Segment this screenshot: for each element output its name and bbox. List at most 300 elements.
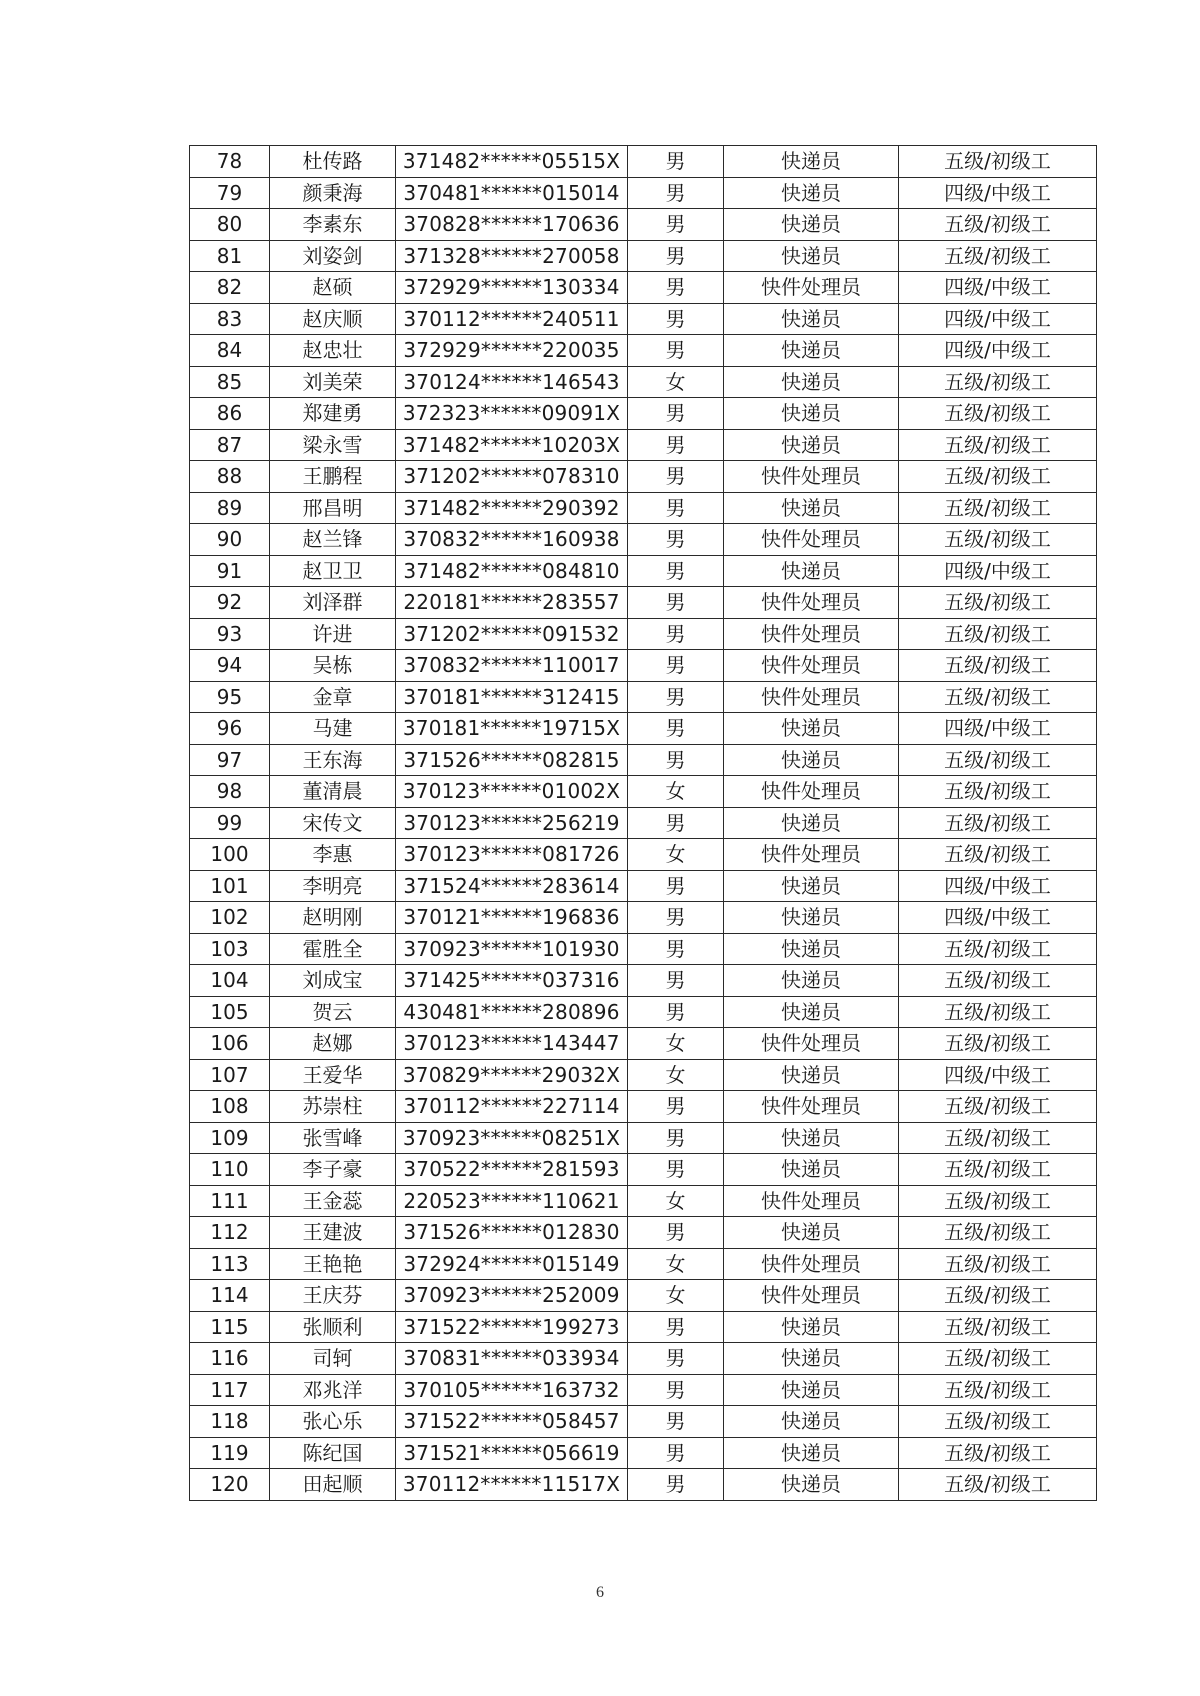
row-number-cell: 111	[190, 1185, 270, 1217]
table-row	[190, 335, 1097, 367]
row-number-cell: 83	[190, 303, 270, 335]
roster-sheet	[189, 145, 1096, 1501]
occupation-cell: 快递员	[724, 1437, 899, 1469]
skill-level-cell: 五级/初级工	[899, 461, 1097, 493]
occupation-cell: 快递员	[724, 1406, 899, 1438]
table-row	[190, 1248, 1097, 1280]
skill-level-cell: 四级/中级工	[899, 1059, 1097, 1091]
skill-level-cell: 五级/初级工	[899, 618, 1097, 650]
occupation-cell: 快件处理员	[724, 1185, 899, 1217]
id-number-cell: 372924******015149	[396, 1248, 628, 1280]
gender-cell: 男	[628, 1469, 724, 1501]
table-row	[190, 1091, 1097, 1123]
gender-cell: 男	[628, 1154, 724, 1186]
skill-level-cell: 五级/初级工	[899, 965, 1097, 997]
row-number-cell: 84	[190, 335, 270, 367]
gender-cell: 男	[628, 524, 724, 556]
occupation-cell: 快递员	[724, 902, 899, 934]
skill-level-cell: 五级/初级工	[899, 492, 1097, 524]
gender-cell: 女	[628, 1028, 724, 1060]
id-number-cell: 370181******312415	[396, 681, 628, 713]
name-cell: 杜传路	[270, 146, 396, 178]
id-number-cell: 430481******280896	[396, 996, 628, 1028]
gender-cell: 男	[628, 681, 724, 713]
occupation-cell: 快件处理员	[724, 776, 899, 808]
occupation-cell: 快递员	[724, 965, 899, 997]
occupation-cell: 快递员	[724, 933, 899, 965]
table-row	[190, 618, 1097, 650]
occupation-cell: 快递员	[724, 492, 899, 524]
row-number-cell: 106	[190, 1028, 270, 1060]
row-number-cell: 112	[190, 1217, 270, 1249]
table-row	[190, 1437, 1097, 1469]
gender-cell: 男	[628, 965, 724, 997]
name-cell: 司轲	[270, 1343, 396, 1375]
skill-level-cell: 五级/初级工	[899, 146, 1097, 178]
name-cell: 刘姿剑	[270, 240, 396, 272]
name-cell: 赵娜	[270, 1028, 396, 1060]
occupation-cell: 快递员	[724, 870, 899, 902]
skill-level-cell: 五级/初级工	[899, 650, 1097, 682]
occupation-cell: 快递员	[724, 177, 899, 209]
occupation-cell: 快件处理员	[724, 524, 899, 556]
gender-cell: 女	[628, 839, 724, 871]
id-number-cell: 370121******196836	[396, 902, 628, 934]
gender-cell: 男	[628, 209, 724, 241]
table-row	[190, 524, 1097, 556]
occupation-cell: 快递员	[724, 996, 899, 1028]
gender-cell: 男	[628, 492, 724, 524]
name-cell: 霍胜全	[270, 933, 396, 965]
gender-cell: 男	[628, 650, 724, 682]
skill-level-cell: 五级/初级工	[899, 1122, 1097, 1154]
table-row	[190, 1059, 1097, 1091]
row-number-cell: 82	[190, 272, 270, 304]
name-cell: 李惠	[270, 839, 396, 871]
skill-level-cell: 五级/初级工	[899, 429, 1097, 461]
row-number-cell: 101	[190, 870, 270, 902]
skill-level-cell: 五级/初级工	[899, 1437, 1097, 1469]
gender-cell: 男	[628, 429, 724, 461]
table-row	[190, 902, 1097, 934]
name-cell: 张顺利	[270, 1311, 396, 1343]
name-cell: 李素东	[270, 209, 396, 241]
row-number-cell: 78	[190, 146, 270, 178]
id-number-cell: 371524******283614	[396, 870, 628, 902]
id-number-cell: 371202******091532	[396, 618, 628, 650]
skill-level-cell: 五级/初级工	[899, 776, 1097, 808]
table-row	[190, 209, 1097, 241]
row-number-cell: 90	[190, 524, 270, 556]
occupation-cell: 快递员	[724, 366, 899, 398]
name-cell: 赵忠壮	[270, 335, 396, 367]
name-cell: 王建波	[270, 1217, 396, 1249]
gender-cell: 男	[628, 272, 724, 304]
skill-level-cell: 五级/初级工	[899, 1248, 1097, 1280]
skill-level-cell: 五级/初级工	[899, 807, 1097, 839]
gender-cell: 男	[628, 303, 724, 335]
skill-level-cell: 四级/中级工	[899, 177, 1097, 209]
table-row	[190, 492, 1097, 524]
gender-cell: 男	[628, 461, 724, 493]
table-row	[190, 1406, 1097, 1438]
table-row	[190, 1154, 1097, 1186]
id-number-cell: 220523******110621	[396, 1185, 628, 1217]
gender-cell: 女	[628, 1248, 724, 1280]
id-number-cell: 370832******110017	[396, 650, 628, 682]
row-number-cell: 85	[190, 366, 270, 398]
table-row	[190, 1469, 1097, 1501]
occupation-cell: 快递员	[724, 807, 899, 839]
gender-cell: 男	[628, 807, 724, 839]
name-cell: 张心乐	[270, 1406, 396, 1438]
name-cell: 王庆芬	[270, 1280, 396, 1312]
row-number-cell: 80	[190, 209, 270, 241]
name-cell: 郑建勇	[270, 398, 396, 430]
row-number-cell: 100	[190, 839, 270, 871]
occupation-cell: 快递员	[724, 713, 899, 745]
id-number-cell: 371521******056619	[396, 1437, 628, 1469]
occupation-cell: 快递员	[724, 1343, 899, 1375]
occupation-cell: 快递员	[724, 1374, 899, 1406]
id-number-cell: 371482******05515X	[396, 146, 628, 178]
name-cell: 王东海	[270, 744, 396, 776]
occupation-cell: 快件处理员	[724, 618, 899, 650]
occupation-cell: 快件处理员	[724, 587, 899, 619]
skill-level-cell: 五级/初级工	[899, 1091, 1097, 1123]
gender-cell: 男	[628, 1217, 724, 1249]
occupation-cell: 快递员	[724, 146, 899, 178]
name-cell: 贺云	[270, 996, 396, 1028]
occupation-cell: 快递员	[724, 240, 899, 272]
skill-level-cell: 四级/中级工	[899, 272, 1097, 304]
row-number-cell: 99	[190, 807, 270, 839]
row-number-cell: 95	[190, 681, 270, 713]
row-number-cell: 86	[190, 398, 270, 430]
name-cell: 梁永雪	[270, 429, 396, 461]
skill-level-cell: 五级/初级工	[899, 587, 1097, 619]
name-cell: 王鹏程	[270, 461, 396, 493]
skill-level-cell: 五级/初级工	[899, 681, 1097, 713]
occupation-cell: 快件处理员	[724, 1280, 899, 1312]
row-number-cell: 98	[190, 776, 270, 808]
skill-level-cell: 五级/初级工	[899, 398, 1097, 430]
id-number-cell: 220181******283557	[396, 587, 628, 619]
gender-cell: 男	[628, 1122, 724, 1154]
id-number-cell: 371522******199273	[396, 1311, 628, 1343]
table-row	[190, 744, 1097, 776]
row-number-cell: 103	[190, 933, 270, 965]
occupation-cell: 快件处理员	[724, 1028, 899, 1060]
id-number-cell: 370105******163732	[396, 1374, 628, 1406]
id-number-cell: 370112******11517X	[396, 1469, 628, 1501]
name-cell: 王艳艳	[270, 1248, 396, 1280]
page-number: 6	[596, 1584, 604, 1601]
gender-cell: 男	[628, 744, 724, 776]
skill-level-cell: 四级/中级工	[899, 713, 1097, 745]
table-row	[190, 1122, 1097, 1154]
skill-level-cell: 五级/初级工	[899, 1028, 1097, 1060]
id-number-cell: 371425******037316	[396, 965, 628, 997]
id-number-cell: 372929******220035	[396, 335, 628, 367]
table-row	[190, 146, 1097, 178]
id-number-cell: 370123******143447	[396, 1028, 628, 1060]
skill-level-cell: 五级/初级工	[899, 1374, 1097, 1406]
occupation-cell: 快递员	[724, 555, 899, 587]
table-row	[190, 776, 1097, 808]
row-number-cell: 107	[190, 1059, 270, 1091]
gender-cell: 女	[628, 1280, 724, 1312]
gender-cell: 男	[628, 146, 724, 178]
id-number-cell: 371482******290392	[396, 492, 628, 524]
occupation-cell: 快递员	[724, 1059, 899, 1091]
skill-level-cell: 四级/中级工	[899, 303, 1097, 335]
name-cell: 金章	[270, 681, 396, 713]
name-cell: 李明亮	[270, 870, 396, 902]
occupation-cell: 快件处理员	[724, 461, 899, 493]
table-row	[190, 429, 1097, 461]
row-number-cell: 116	[190, 1343, 270, 1375]
gender-cell: 男	[628, 555, 724, 587]
name-cell: 赵明刚	[270, 902, 396, 934]
id-number-cell: 370112******240511	[396, 303, 628, 335]
name-cell: 刘泽群	[270, 587, 396, 619]
skill-level-cell: 五级/初级工	[899, 839, 1097, 871]
occupation-cell: 快递员	[724, 209, 899, 241]
table-row	[190, 366, 1097, 398]
gender-cell: 男	[628, 1091, 724, 1123]
gender-cell: 女	[628, 1059, 724, 1091]
skill-level-cell: 五级/初级工	[899, 1343, 1097, 1375]
skill-level-cell: 四级/中级工	[899, 902, 1097, 934]
table-row	[190, 555, 1097, 587]
id-number-cell: 371202******078310	[396, 461, 628, 493]
skill-level-cell: 五级/初级工	[899, 524, 1097, 556]
name-cell: 赵卫卫	[270, 555, 396, 587]
gender-cell: 男	[628, 398, 724, 430]
row-number-cell: 117	[190, 1374, 270, 1406]
id-number-cell: 370124******146543	[396, 366, 628, 398]
table-row	[190, 807, 1097, 839]
occupation-cell: 快递员	[724, 1154, 899, 1186]
table-row	[190, 965, 1097, 997]
occupation-cell: 快件处理员	[724, 272, 899, 304]
table-row	[190, 933, 1097, 965]
name-cell: 许进	[270, 618, 396, 650]
table-row	[190, 870, 1097, 902]
row-number-cell: 92	[190, 587, 270, 619]
skill-level-cell: 四级/中级工	[899, 555, 1097, 587]
id-number-cell: 370923******08251X	[396, 1122, 628, 1154]
id-number-cell: 371482******084810	[396, 555, 628, 587]
id-number-cell: 372323******09091X	[396, 398, 628, 430]
skill-level-cell: 五级/初级工	[899, 366, 1097, 398]
row-number-cell: 113	[190, 1248, 270, 1280]
occupation-cell: 快递员	[724, 1217, 899, 1249]
skill-level-cell: 五级/初级工	[899, 996, 1097, 1028]
gender-cell: 男	[628, 1374, 724, 1406]
name-cell: 赵兰锋	[270, 524, 396, 556]
skill-level-cell: 五级/初级工	[899, 933, 1097, 965]
name-cell: 吴栋	[270, 650, 396, 682]
table-row	[190, 996, 1097, 1028]
row-number-cell: 105	[190, 996, 270, 1028]
name-cell: 刘美荣	[270, 366, 396, 398]
row-number-cell: 109	[190, 1122, 270, 1154]
gender-cell: 女	[628, 366, 724, 398]
id-number-cell: 371328******270058	[396, 240, 628, 272]
table-row	[190, 240, 1097, 272]
skill-level-cell: 四级/中级工	[899, 870, 1097, 902]
row-number-cell: 91	[190, 555, 270, 587]
id-number-cell: 370123******081726	[396, 839, 628, 871]
row-number-cell: 94	[190, 650, 270, 682]
id-number-cell: 370923******101930	[396, 933, 628, 965]
table-row	[190, 1311, 1097, 1343]
id-number-cell: 371526******082815	[396, 744, 628, 776]
roster-table-body	[190, 146, 1097, 1501]
skill-level-cell: 五级/初级工	[899, 1406, 1097, 1438]
id-number-cell: 371526******012830	[396, 1217, 628, 1249]
skill-level-cell: 五级/初级工	[899, 1154, 1097, 1186]
id-number-cell: 370923******252009	[396, 1280, 628, 1312]
table-row	[190, 1028, 1097, 1060]
skill-level-cell: 五级/初级工	[899, 209, 1097, 241]
row-number-cell: 97	[190, 744, 270, 776]
name-cell: 颜秉海	[270, 177, 396, 209]
name-cell: 田起顺	[270, 1469, 396, 1501]
gender-cell: 男	[628, 933, 724, 965]
skill-level-cell: 五级/初级工	[899, 1280, 1097, 1312]
row-number-cell: 87	[190, 429, 270, 461]
occupation-cell: 快件处理员	[724, 1091, 899, 1123]
occupation-cell: 快件处理员	[724, 1248, 899, 1280]
table-row	[190, 681, 1097, 713]
gender-cell: 男	[628, 902, 724, 934]
id-number-cell: 370829******29032X	[396, 1059, 628, 1091]
gender-cell: 男	[628, 1311, 724, 1343]
occupation-cell: 快递员	[724, 744, 899, 776]
gender-cell: 男	[628, 618, 724, 650]
row-number-cell: 118	[190, 1406, 270, 1438]
row-number-cell: 89	[190, 492, 270, 524]
table-row	[190, 461, 1097, 493]
table-row	[190, 650, 1097, 682]
occupation-cell: 快递员	[724, 1311, 899, 1343]
row-number-cell: 104	[190, 965, 270, 997]
name-cell: 陈纪国	[270, 1437, 396, 1469]
name-cell: 董清晨	[270, 776, 396, 808]
skill-level-cell: 五级/初级工	[899, 240, 1097, 272]
table-row	[190, 1217, 1097, 1249]
skill-level-cell: 五级/初级工	[899, 744, 1097, 776]
table-row	[190, 587, 1097, 619]
name-cell: 刘成宝	[270, 965, 396, 997]
gender-cell: 男	[628, 240, 724, 272]
id-number-cell: 370831******033934	[396, 1343, 628, 1375]
id-number-cell: 371482******10203X	[396, 429, 628, 461]
gender-cell: 女	[628, 776, 724, 808]
id-number-cell: 370481******015014	[396, 177, 628, 209]
name-cell: 赵硕	[270, 272, 396, 304]
name-cell: 张雪峰	[270, 1122, 396, 1154]
id-number-cell: 370181******19715X	[396, 713, 628, 745]
name-cell: 宋传文	[270, 807, 396, 839]
gender-cell: 女	[628, 1185, 724, 1217]
table-row	[190, 1374, 1097, 1406]
name-cell: 王金蕊	[270, 1185, 396, 1217]
id-number-cell: 370522******281593	[396, 1154, 628, 1186]
id-number-cell: 371522******058457	[396, 1406, 628, 1438]
row-number-cell: 114	[190, 1280, 270, 1312]
row-number-cell: 93	[190, 618, 270, 650]
row-number-cell: 115	[190, 1311, 270, 1343]
gender-cell: 男	[628, 1406, 724, 1438]
skill-level-cell: 五级/初级工	[899, 1469, 1097, 1501]
skill-level-cell: 五级/初级工	[899, 1217, 1097, 1249]
row-number-cell: 110	[190, 1154, 270, 1186]
name-cell: 马建	[270, 713, 396, 745]
gender-cell: 男	[628, 1343, 724, 1375]
id-number-cell: 370123******256219	[396, 807, 628, 839]
table-row	[190, 1280, 1097, 1312]
row-number-cell: 88	[190, 461, 270, 493]
gender-cell: 男	[628, 870, 724, 902]
row-number-cell: 108	[190, 1091, 270, 1123]
gender-cell: 男	[628, 1437, 724, 1469]
roster-table	[189, 145, 1097, 1501]
occupation-cell: 快递员	[724, 1122, 899, 1154]
id-number-cell: 370828******170636	[396, 209, 628, 241]
name-cell: 王爱华	[270, 1059, 396, 1091]
table-row	[190, 177, 1097, 209]
row-number-cell: 120	[190, 1469, 270, 1501]
table-row	[190, 839, 1097, 871]
row-number-cell: 102	[190, 902, 270, 934]
id-number-cell: 370112******227114	[396, 1091, 628, 1123]
name-cell: 邓兆洋	[270, 1374, 396, 1406]
occupation-cell: 快件处理员	[724, 839, 899, 871]
occupation-cell: 快件处理员	[724, 681, 899, 713]
occupation-cell: 快件处理员	[724, 650, 899, 682]
table-row	[190, 272, 1097, 304]
occupation-cell: 快递员	[724, 303, 899, 335]
row-number-cell: 119	[190, 1437, 270, 1469]
gender-cell: 男	[628, 713, 724, 745]
row-number-cell: 96	[190, 713, 270, 745]
occupation-cell: 快递员	[724, 335, 899, 367]
name-cell: 苏崇柱	[270, 1091, 396, 1123]
name-cell: 赵庆顺	[270, 303, 396, 335]
skill-level-cell: 五级/初级工	[899, 1185, 1097, 1217]
gender-cell: 男	[628, 996, 724, 1028]
table-row	[190, 398, 1097, 430]
table-row	[190, 1185, 1097, 1217]
table-row	[190, 1343, 1097, 1375]
row-number-cell: 79	[190, 177, 270, 209]
id-number-cell: 370832******160938	[396, 524, 628, 556]
row-number-cell: 81	[190, 240, 270, 272]
id-number-cell: 370123******01002X	[396, 776, 628, 808]
skill-level-cell: 四级/中级工	[899, 335, 1097, 367]
occupation-cell: 快递员	[724, 398, 899, 430]
gender-cell: 男	[628, 335, 724, 367]
table-row	[190, 303, 1097, 335]
gender-cell: 男	[628, 587, 724, 619]
occupation-cell: 快递员	[724, 429, 899, 461]
name-cell: 邢昌明	[270, 492, 396, 524]
table-row	[190, 713, 1097, 745]
